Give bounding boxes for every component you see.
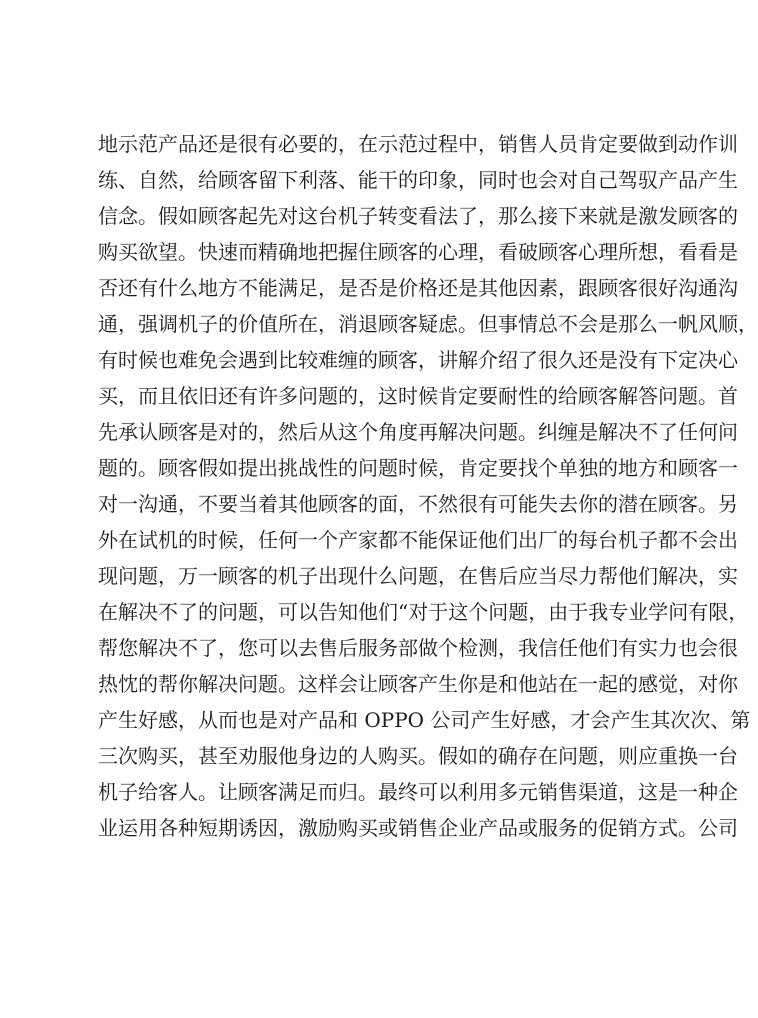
text-line-13: 现问题，万一顾客的机子出现什么问题，在售后应当尽力帮他们解决，实	[98, 564, 738, 588]
text-line-8: 买，而且依旧还有许多问题的，这时候肯定要耐性的给顾客解答问题。首	[98, 384, 738, 408]
text-line-14: 在解决不了的问题，可以告知他们“对于这个问题，由于我专业学问有限，	[98, 600, 749, 624]
text-line-20: 业运用各种短期诱因，激励购买或销售企业产品或服务的促销方式。公司	[98, 816, 738, 840]
text-line-5: 否还有什么地方不能满足，是否是价格还是其他因素，跟顾客很好沟通沟	[98, 276, 738, 300]
text-line-1: 地示范产品还是很有必要的，在示范过程中，销售人员肯定要做到动作训	[98, 132, 738, 156]
text-line-2: 练、自然，给顾客留下利落、能干的印象，同时也会对自己驾驭产品产生	[98, 168, 738, 192]
text-line-15: 帮您解决不了，您可以去售后服务部做个检测，我信任他们有实力也会很	[98, 636, 738, 660]
text-line-9: 先承认顾客是对的，然后从这个角度再解决问题。纠缠是解决不了任何问	[98, 420, 738, 444]
text-line-16: 热忱的帮你解决问题。这样会让顾客产生你是和他站在一起的感觉，对你	[98, 672, 738, 696]
text-line-10: 题的。顾客假如提出挑战性的问题时候，肯定要找个单独的地方和顾客一	[98, 456, 738, 480]
text-line-7: 有时候也难免会遇到比较难缠的顾客，讲解介绍了很久还是没有下定决心	[98, 348, 738, 372]
text-line-18: 三次购买，甚至劝服他身边的人购买。假如的确存在问题，则应重换一台	[98, 744, 738, 768]
text-line-11: 对一沟通，不要当着其他顾客的面，不然很有可能失去你的潜在顾客。另	[98, 492, 738, 516]
text-line-4: 购买欲望。快速而精确地把握住顾客的心理，看破顾客心理所想，看看是	[98, 240, 738, 264]
text-line-3: 信念。假如顾客起先对这台机子转变看法了，那么接下来就是激发顾客的	[98, 204, 738, 228]
body-text	[98, 126, 758, 846]
text-line-19: 机子给客人。让顾客满足而归。最终可以利用多元销售渠道，这是一种企	[98, 780, 738, 804]
text-line-6: 通，强调机子的价值所在，消退顾客疑虑。但事情总不会是那么一帆风顺，	[98, 312, 758, 336]
text-line-17: 产生好感，从而也是对产品和 OPPO 公司产生好感，才会产生其次次、第	[98, 708, 751, 732]
text-line-12: 外在试机的时候，任何一个产家都不能保证他们出厂的每台机子都不会出	[98, 528, 738, 552]
